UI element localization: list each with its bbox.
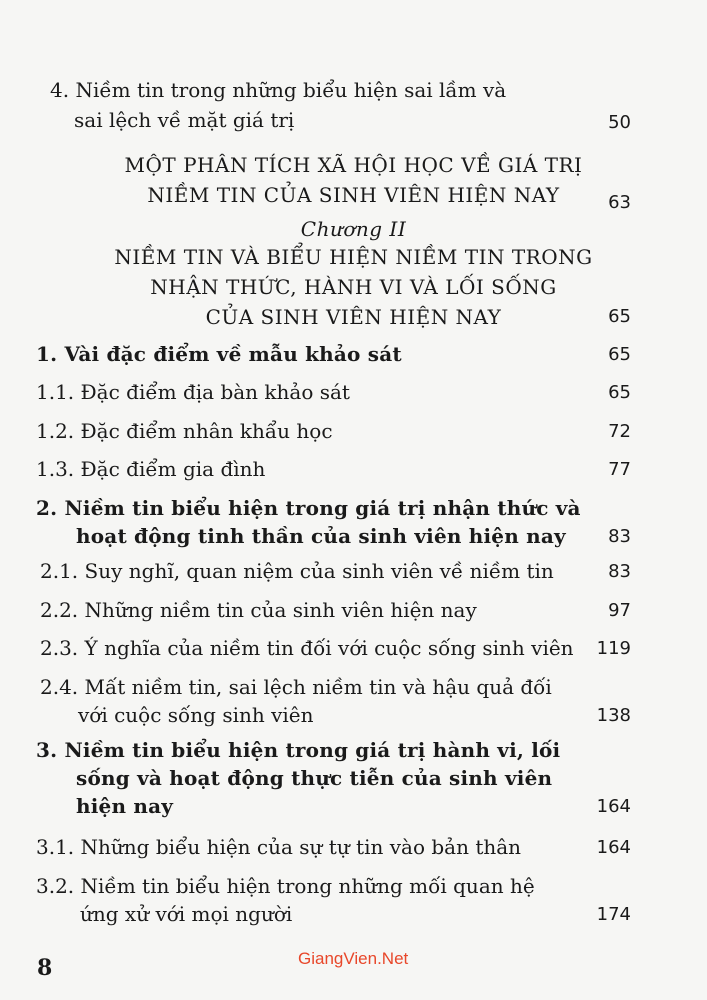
entry-line: 1.3. Đặc điểm gia đình [36, 457, 266, 481]
entry-line: 2. Niềm tin biểu hiện trong giá trị nhận thức và [36, 496, 581, 520]
watermark: GiangVien.Net [298, 949, 409, 968]
entry-line: ứng xử với mọi người [80, 902, 293, 926]
entry-line: sai lệch về mặt giá trị [74, 108, 295, 132]
section-heading-line: NIỀM TIN CỦA SINH VIÊN HIỆN NAY [147, 183, 560, 207]
page-number: 65 [608, 344, 631, 365]
entry-line: 1. Vài đặc điểm về mẫu khảo sát [36, 342, 402, 366]
page-number: 77 [608, 459, 631, 480]
entry-line: 3. Niềm tin biểu hiện trong giá trị hành vi, lối [36, 738, 561, 762]
entry-line: với cuộc sống sinh viên [78, 703, 314, 727]
page-number: 174 [596, 904, 631, 925]
page-number: 63 [608, 192, 631, 213]
entry-line: hoạt động tinh thần của sinh viên hiện nay [76, 524, 566, 548]
page-number: 83 [608, 561, 631, 582]
entry-line: 1.1. Đặc điểm địa bàn khảo sát [36, 380, 350, 404]
page-number: 164 [596, 796, 631, 817]
entry-line: 1.2. Đặc điểm nhân khẩu học [36, 419, 333, 443]
chapter-label: Chương II [300, 217, 407, 241]
entry-line: hiện nay [76, 794, 174, 818]
page-number: 65 [608, 382, 631, 403]
page-number: 97 [608, 600, 631, 621]
page-number: 164 [596, 837, 631, 858]
entry-line: 2.4. Mất niềm tin, sai lệch niềm tin và hậu quả đối [40, 675, 552, 699]
chapter-heading-line: NHẬN THỨC, HÀNH VI VÀ LỐI SỐNG [150, 275, 557, 299]
page-number: 65 [608, 306, 631, 327]
entry-line: 2.2. Những niềm tin của sinh viên hiện nay [40, 598, 477, 622]
entry-line: 4. Niềm tin trong những biểu hiện sai lầm và [50, 78, 507, 102]
page-number: 72 [608, 421, 631, 442]
entry-line: 2.3. Ý nghĩa của niềm tin đối với cuộc sống sinh viên [40, 636, 574, 660]
chapter-heading-line: NIỀM TIN VÀ BIỂU HIỆN NIỀM TIN TRONG [114, 245, 593, 269]
page-number: 83 [608, 526, 631, 547]
chapter-heading-line: CỦA SINH VIÊN HIỆN NAY [205, 305, 502, 329]
footer-page-number: 8 [37, 955, 53, 981]
page-number: 138 [596, 705, 631, 726]
entry-line: 3.1. Những biểu hiện của sự tự tin vào bản thân [36, 835, 522, 859]
entry-line: 2.1. Suy nghĩ, quan niệm của sinh viên về niềm tin [40, 559, 554, 583]
page-number: 119 [596, 638, 631, 659]
entry-line: 3.2. Niềm tin biểu hiện trong những mối quan hệ [36, 874, 535, 898]
page-number: 50 [608, 112, 631, 133]
section-heading-line: MỘT PHÂN TÍCH XÃ HỘI HỌC VỀ GIÁ TRỊ [124, 153, 583, 177]
entry-line: sống và hoạt động thực tiễn của sinh viên [76, 766, 553, 790]
